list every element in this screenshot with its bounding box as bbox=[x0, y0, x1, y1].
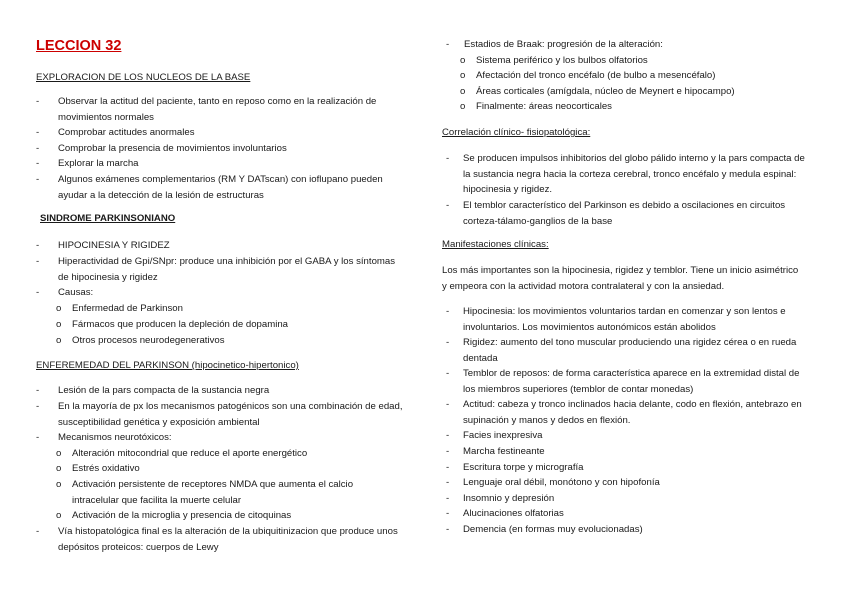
heading-correlacion: Correlación clínico- fisiopatológica: bbox=[442, 127, 591, 138]
list-item: - Lenguaje oral débil, monótono y con hipofonía bbox=[446, 477, 660, 488]
sub-list-item: o Otros procesos neurodegenerativos bbox=[56, 335, 225, 346]
sub-list-item: o Fármacos que producen la depleción de dopamina bbox=[56, 319, 288, 330]
list-item: - Demencia (en formas muy evolucionadas) bbox=[446, 524, 643, 535]
heading-parkinson: ENFEREMEDAD DEL PARKINSON (hipocinetico-hipertonico) bbox=[36, 360, 299, 371]
list-item: - Lesión de la pars compacta de la sustancia negra bbox=[36, 385, 270, 396]
list-item: - El temblor característico del Parkinson es debido a oscilaciones en circuitos corteza-tálamo-ganglios de la base bbox=[446, 200, 786, 227]
sub-list-item: o Activación persistente de receptores NMDA que aumenta el calcio intracelular que facilita la muerte celular bbox=[56, 479, 354, 506]
list-item: - Marcha festineante bbox=[446, 446, 545, 457]
lesson-title: LECCION 32 bbox=[36, 38, 122, 54]
list-item: - Causas: bbox=[36, 287, 94, 298]
sub-list-item: o Finalmente: áreas neocorticales bbox=[460, 101, 612, 112]
list-item: - Se producen impulsos inhibitorios del globo pálido interno y la pars compacta de la sustancia negra hacia la corteza cerebral, tronco encéfalo y medula espinal: hipocinesia y rigidez. bbox=[446, 153, 805, 196]
sub-list-item: o Áreas corticales (amígdala, núcleo de Meynert e hipocampo) bbox=[460, 86, 735, 97]
list-item: - Comprobar actitudes anormales bbox=[36, 127, 195, 138]
list-item: - Insomnio y depresión bbox=[446, 493, 555, 504]
sub-list-item: o Activación de la microglia y presencia de citoquinas bbox=[56, 510, 292, 521]
sub-list-item: o Alteración mitocondrial que reduce el aporte energético bbox=[56, 448, 308, 459]
list-item: - En la mayoría de px los mecanismos patogénicos son una combinación de edad, susceptibilidad genética y exposición ambiental bbox=[36, 401, 403, 428]
list-item: - Actitud: cabeza y tronco inclinados hacia delante, codo en flexión, antebrazo en supinación y manos y dedos en flexión. bbox=[446, 399, 802, 426]
list-item: - Rigidez: aumento del tono muscular produciendo una rigidez cérea o en rueda dentada bbox=[446, 337, 797, 364]
list-item: - Comprobar la presencia de movimientos involuntarios bbox=[36, 143, 287, 154]
list-item: - Explorar la marcha bbox=[36, 158, 139, 169]
list-item: - Temblor de reposos: de forma característica aparece en la extremidad distal de los miembros superiores (temblor de contar monedas) bbox=[446, 368, 800, 395]
list-item: - Alucinaciones olfatorias bbox=[446, 508, 564, 519]
sub-list-item: o Estrés oxidativo bbox=[56, 463, 140, 474]
sub-list-item: o Enfermedad de Parkinson bbox=[56, 303, 183, 314]
list-item: - Hiperactividad de Gpi/SNpr: produce una inhibición por el GABA y los síntomas de hipocinesia y rigidez bbox=[36, 256, 396, 283]
heading-exploracion: EXPLORACION DE LOS NUCLEOS DE LA BASE bbox=[36, 72, 251, 83]
list-item: - Escritura torpe y micrografía bbox=[446, 462, 584, 473]
list-item: - Estadios de Braak: progresión de la alteración: bbox=[446, 39, 663, 50]
manifestaciones-intro: Los más importantes son la hipocinesia, rigidez y temblor. Tiene un inicio asimétrico y empeora con la actividad motora contralateral y con la ansiedad. bbox=[442, 265, 799, 292]
sub-list-item: o Afectación del tronco encéfalo (de bulbo a mesencéfalo) bbox=[460, 70, 716, 81]
heading-manifestaciones: Manifestaciones clínicas: bbox=[442, 239, 549, 250]
list-item: - HIPOCINESIA Y RIGIDEZ bbox=[36, 240, 170, 251]
heading-sindrome: SINDROME PARKINSONIANO bbox=[40, 213, 176, 224]
list-item: - Mecanismos neurotóxicos: bbox=[36, 432, 172, 443]
list-item: - Observar la actitud del paciente, tanto en reposo como en la realización de movimientos normales bbox=[36, 96, 377, 123]
list-item: - Hipocinesia: los movimientos voluntarios tardan en comenzar y son lentos e involuntarios. Los movimientos autonómicos están abolidos bbox=[446, 306, 786, 333]
list-item: - Algunos exámenes complementarios (RM Y DATscan) con ioflupano pueden ayudar a la detección de la lesión de estructuras bbox=[36, 174, 383, 201]
sub-list-item: o Sistema periférico y los bulbos olfatorios bbox=[460, 55, 648, 66]
list-item: - Facies inexpresiva bbox=[446, 430, 543, 441]
list-item: - Vía histopatológica final es la alteración de la ubiquitinizacion que produce unos depósitos proteicos: cuerpos de Lewy bbox=[36, 526, 398, 553]
